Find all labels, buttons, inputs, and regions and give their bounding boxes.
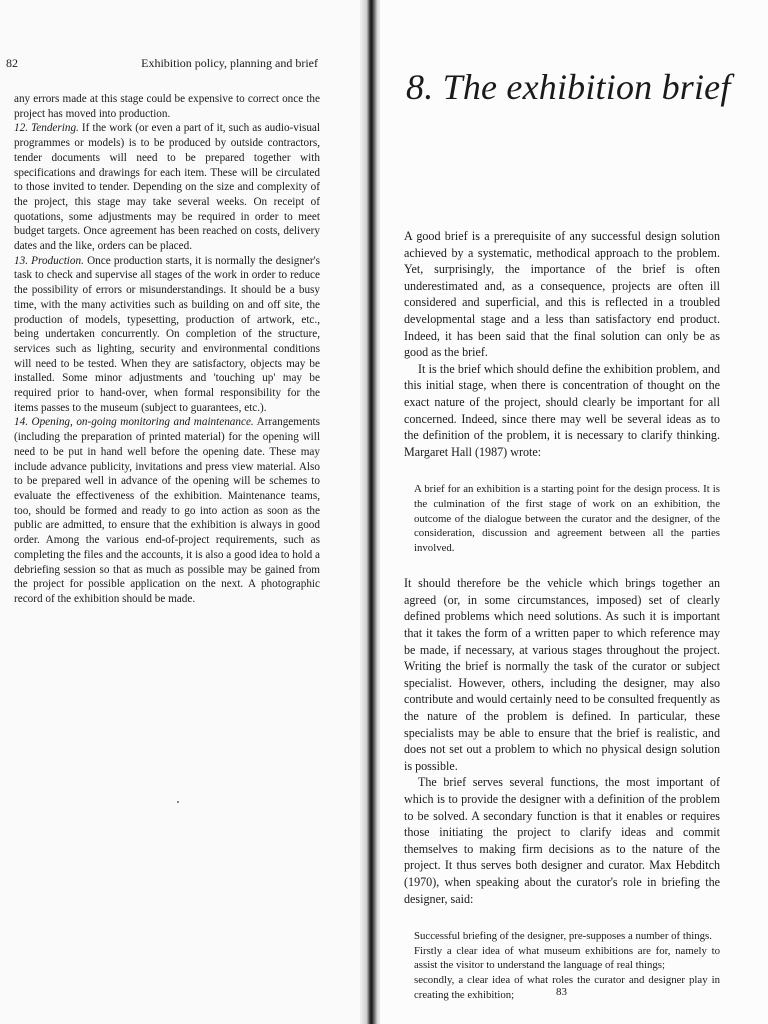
page-number-right: 83 (556, 986, 567, 998)
right-paragraph-2: It is the brief which should define the exhibition problem, and this initial stage, when there is concentration of thought on the exact nature of the project, should clearly be important for all concerned. Indeed, since there may well be several ideas as to the definition of the problem, it is necessary to clarify thinking. Margaret Hall (1987) wrote: (404, 361, 720, 459)
item-lead: 13. Production. (14, 254, 84, 267)
right-paragraph-3: It should therefore be the vehicle which brings together an agreed (or, in some circumstances, imposed) set of clearly defined problems which need solutions. As such it is important that it takes the form of a written paper to which reference may be made, if necessary, at various stages throughout the project. Writing the brief is normally the task of the curator or subject specialist. However, others, including the designer, may also contribute and would certainly need to be consulted frequently as the nature of the problem is defined. In particular, these specialists may be able to ensure that the brief is realistic, and does not set out a problem to which no physical design solution is possible. (404, 576, 721, 773)
running-head (6, 56, 318, 71)
left-paragraph-production: 13. Production. Once production starts, it is normally the designer's task to check and supervise all stages of the work in order to reduce the possibility of errors or misunderstandings. It should be a busy time, with the many activities such as building on and off site, the production of models, typesetting, production of artwork, etc., being undertaken concurrently. On completion of the structure, services such as lighting, security and environmental conditions will need to be tested. When they are satisfactory, objects may be installed. Some minor adjustments and 'touching up' may be required prior to hand-over, when formal responsibility for the items passes to the museum (subject to guarantees, etc.). (14, 254, 320, 414)
quote-line: secondly, a clear idea of what roles the curator and designer play in creating the exhibition; (414, 973, 720, 1001)
item-lead: 14. Opening, on-going monitoring and maintenance. (14, 416, 254, 429)
left-paragraph-opening: 14. Opening, on-going monitoring and maintenance. Arrangements (including the preparation of printed material) for the opening will need to be put in hand well before the opening date. These may include advance publicity, invitations and press view material. Also to be prepared well in advance of the opening will be schemes to evaluate the effectiveness of the exhibition. Maintenance teams, too, should be formed and ready to go into action as soon as the public are admitted, to ensure that the exhibition is always in good order. Among the various end-of-project requirements, such as completing the files and the accounts, it is also a good idea to hold a debriefing session so that as much as possible may be gained from the project for possible application on the next. A photographic record of the exhibition should be made. (14, 416, 320, 605)
chapter-title: 8. The exhibition brief (406, 67, 731, 107)
left-paragraph: any errors made at this stage could be expensive to correct once the project has moved into production. (14, 93, 320, 120)
left-body-text (14, 92, 320, 607)
item-lead: 12. Tendering. (14, 122, 79, 135)
right-paragraph-4: The brief serves several functions, the most important of which is to provide the designer with a definition of the problem to be solved. A secondary function is that it enables or requires those initiating the project to clarify ideas and commit themselves to making firm decisions as to the nature of the project. It thus serves both designer and curator. Max Hebditch (1970), when speaking about the curator's role in briefing the designer, said: (404, 775, 720, 906)
scan-speck (177, 801, 179, 803)
block-quote-hall: A brief for an exhibition is a starting point for the design process. It is the culmination of the first stage of work on an exhibition, the outcome of the dialogue between the curator and the designer, of the consideration, discussion and agreement between all the parties involved. (414, 483, 720, 554)
left-page (0, 0, 362, 1024)
book-gutter (360, 0, 382, 1024)
quote-line: Firstly a clear idea of what museum exhibitions are for, namely to assist the visitor to understand the language of real things; (414, 944, 720, 972)
page-number-left: 82 (6, 56, 18, 70)
block-quote-hebditch (414, 929, 720, 1002)
right-paragraph-1: A good brief is a prerequisite of any successful design solution achieved by a systematic, methodical approach to the problem. Yet, surprisingly, the importance of the brief is often underestimated and, as a consequence, projects are often ill considered and superficial, and this is reflected in a troubled developmental stage and a less than satisfactory end product. Indeed, it has been said that the final solution can only be as good as the brief. (404, 229, 720, 360)
quote-line: Successful briefing of the designer, pre-supposes a number of things. (414, 930, 712, 943)
right-body-text (404, 228, 720, 1002)
left-paragraph-tendering: 12. Tendering. If the work (or even a part of it, such as audio-visual programmes or models) is to be produced by outside contractors, tender documents will need to be prepared together with specifications and drawings for each item. These will be circulated to those invited to tender. Depending on the size and complexity of the project, this stage may take several weeks. On receipt of quotations, some adjustments may be required in order to meet budget targets. Once agreement has been reached on costs, delivery dates and the like, orders can be placed. (14, 122, 320, 253)
running-head-title: Exhibition policy, planning and brief (141, 56, 318, 70)
